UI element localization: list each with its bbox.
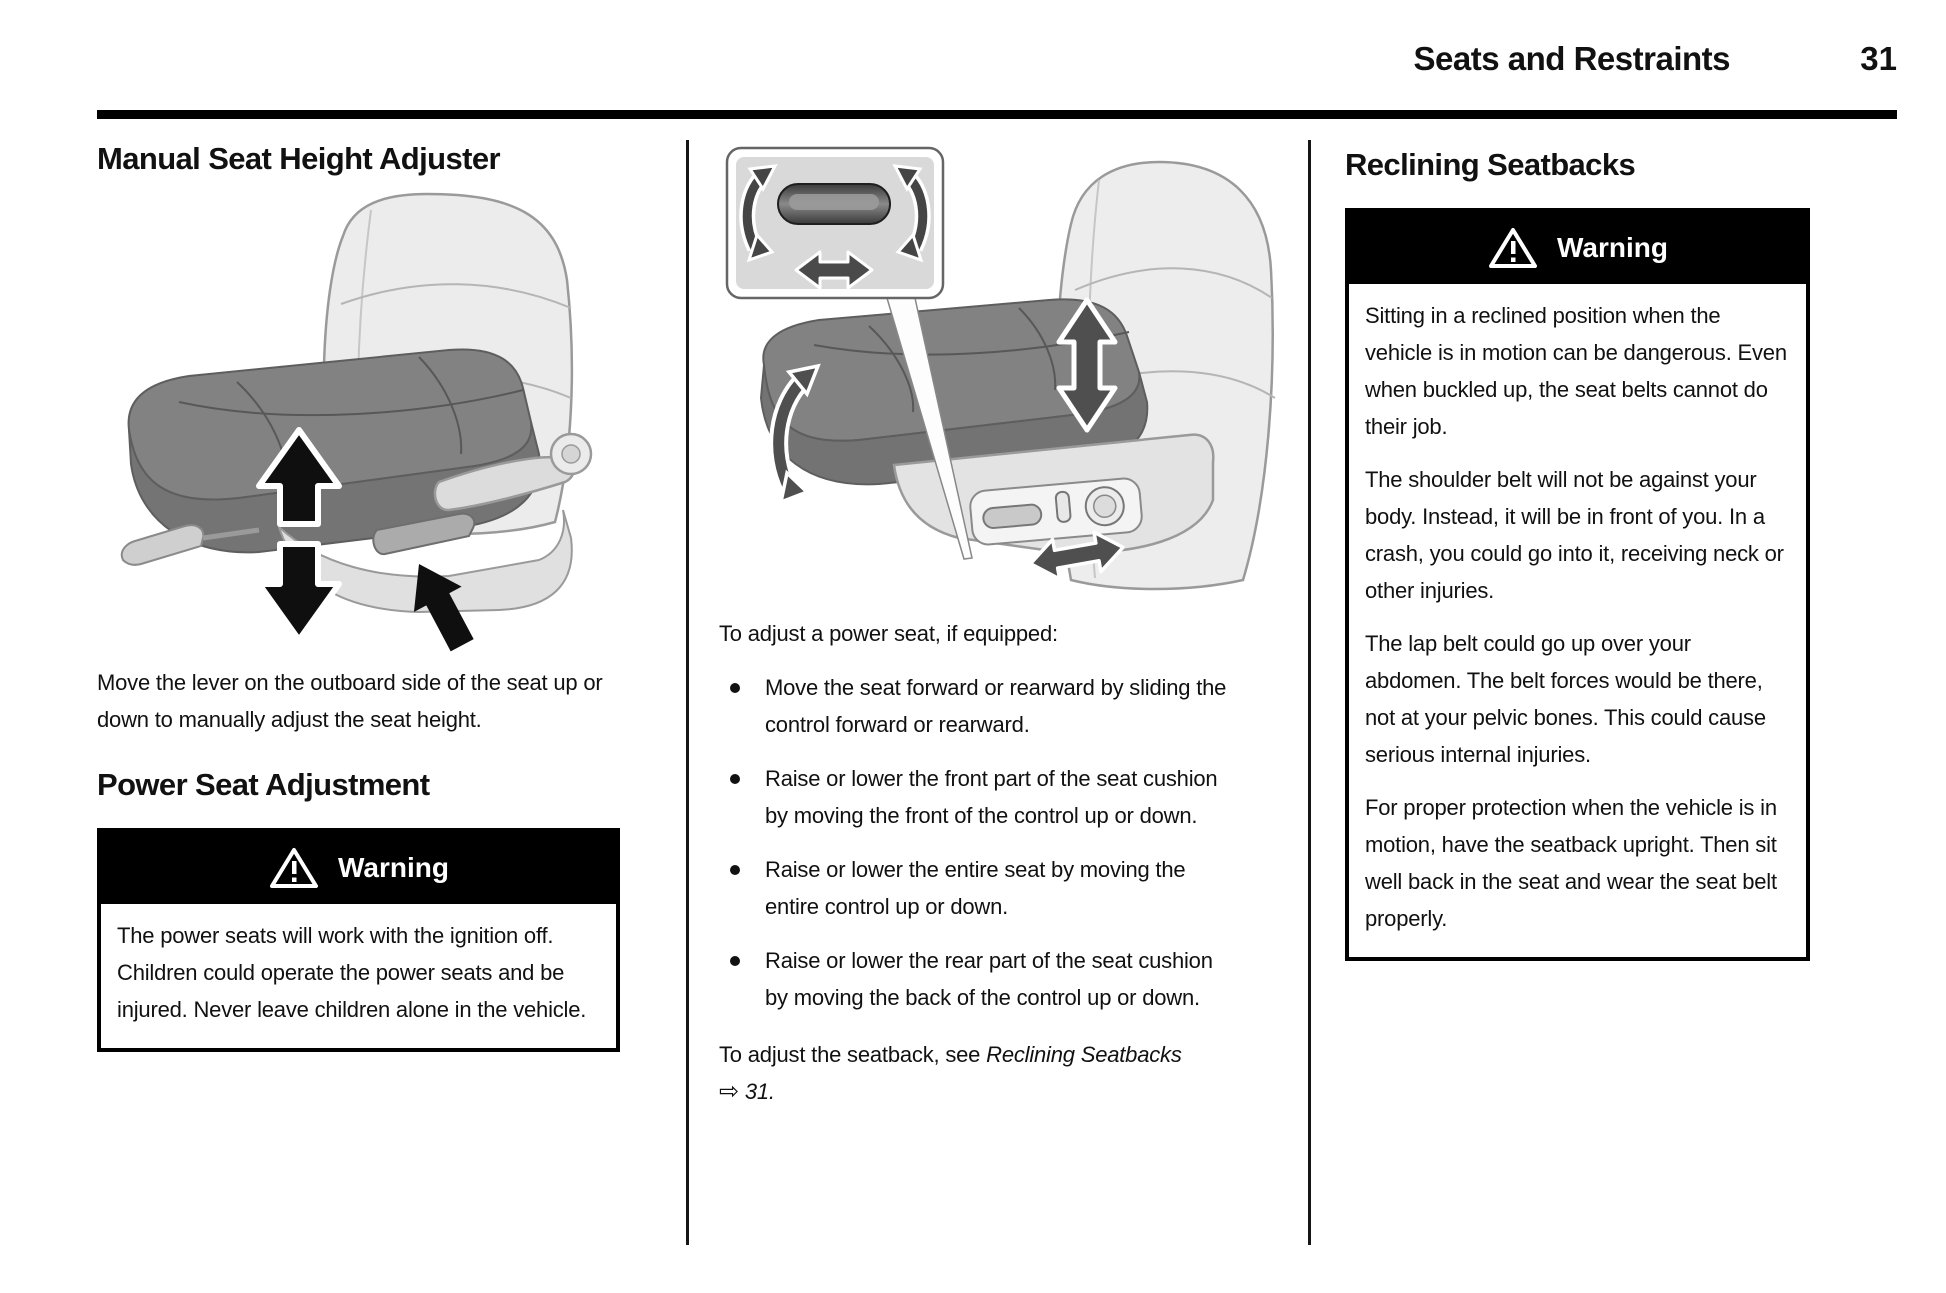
column-power-seat	[719, 132, 1286, 1110]
heading-manual-seat-height-adjuster: Manual Seat Height Adjuster	[97, 141, 500, 176]
list-item-text: Raise or lower the front part of the seat cushion by moving the front of the control up or down.	[765, 766, 1218, 828]
warning-body	[1349, 284, 1806, 957]
list-item-text: Raise or lower the rear part of the seat cushion by moving the back of the control up or down.	[765, 948, 1213, 1010]
column-reclining-seatbacks	[1345, 132, 1810, 961]
warning-header	[1349, 212, 1806, 284]
seat-cushion	[129, 350, 540, 553]
bullet-dot	[730, 774, 740, 784]
header-rule	[97, 110, 1897, 119]
list-item-text: Move the seat forward or rearward by sliding the control forward or rearward.	[765, 675, 1227, 737]
list-item-text: Raise or lower the entire seat by moving the entire control up or down.	[765, 857, 1186, 919]
seat-control-pill	[983, 504, 1043, 529]
cross-reference-page: 31.	[744, 1079, 775, 1104]
column-divider-right	[1308, 140, 1311, 1245]
manual-seat-height-adjuster-illustration	[119, 192, 659, 652]
column-manual-seat	[97, 132, 620, 1052]
control-inset	[727, 148, 943, 298]
list-item	[719, 851, 1235, 925]
column-divider-left	[686, 140, 689, 1245]
warning-header	[101, 832, 616, 904]
power-seat-adjustment-illustration	[719, 140, 1286, 595]
warning-label: Warning	[338, 852, 449, 884]
cross-reference-title: Reclining Seatbacks	[986, 1042, 1182, 1067]
list-item	[719, 942, 1235, 1016]
warning-paragraph: Sitting in a reclined position when the vehicle is in motion can be dangerous. Even when buckled up, the seat belts cannot do their job.	[1365, 303, 1787, 440]
warning-triangle-icon	[1487, 226, 1539, 270]
warning-paragraph: For proper protection when the vehicle is in motion, have the seatback upright. Then sit well back in the seat and wear the seat belt properly.	[1365, 795, 1777, 932]
warning-paragraph: The lap belt could go up over your abdomen. The belt forces would be there, not at your pelvic bones. This could cause serious internal injuries.	[1365, 631, 1766, 768]
manual-seat-caption: Move the lever on the outboard side of the seat up or down to manually adjust the seat height.	[97, 670, 603, 733]
bullet-dot	[730, 956, 740, 966]
power-seat-steps	[719, 669, 1286, 1016]
warning-label: Warning	[1557, 232, 1668, 264]
warning-body	[101, 904, 616, 1048]
warning-box-reclining	[1345, 208, 1810, 961]
seatback-cross-reference	[719, 1036, 1259, 1110]
outro-prefix: To adjust the seatback, see	[719, 1042, 987, 1067]
warning-box-power-seat	[97, 828, 620, 1052]
bullet-dot	[730, 865, 740, 875]
warning-text: The power seats will work with the ignition off. Children could operate the power seats and be injured. Never leave children alone in the vehicle.	[117, 923, 587, 1023]
warning-triangle-icon	[268, 846, 320, 890]
header-page-number: 31	[1860, 40, 1897, 77]
list-item	[719, 760, 1235, 834]
bullet-dot	[730, 683, 740, 693]
page-reference-arrow-icon: ⇨	[719, 1077, 739, 1105]
list-item	[719, 669, 1235, 743]
heading-reclining-seatbacks: Reclining Seatbacks	[1345, 147, 1636, 182]
warning-paragraph: The shoulder belt will not be against your body. Instead, it will be in front of you. In a crash, you could go into it, receiving neck or other injuries.	[1365, 467, 1784, 604]
power-seat-intro: To adjust a power seat, if equipped:	[719, 621, 1058, 646]
header-section-title: Seats and Restraints	[1413, 40, 1730, 77]
heading-power-seat-adjustment: Power Seat Adjustment	[97, 767, 430, 803]
